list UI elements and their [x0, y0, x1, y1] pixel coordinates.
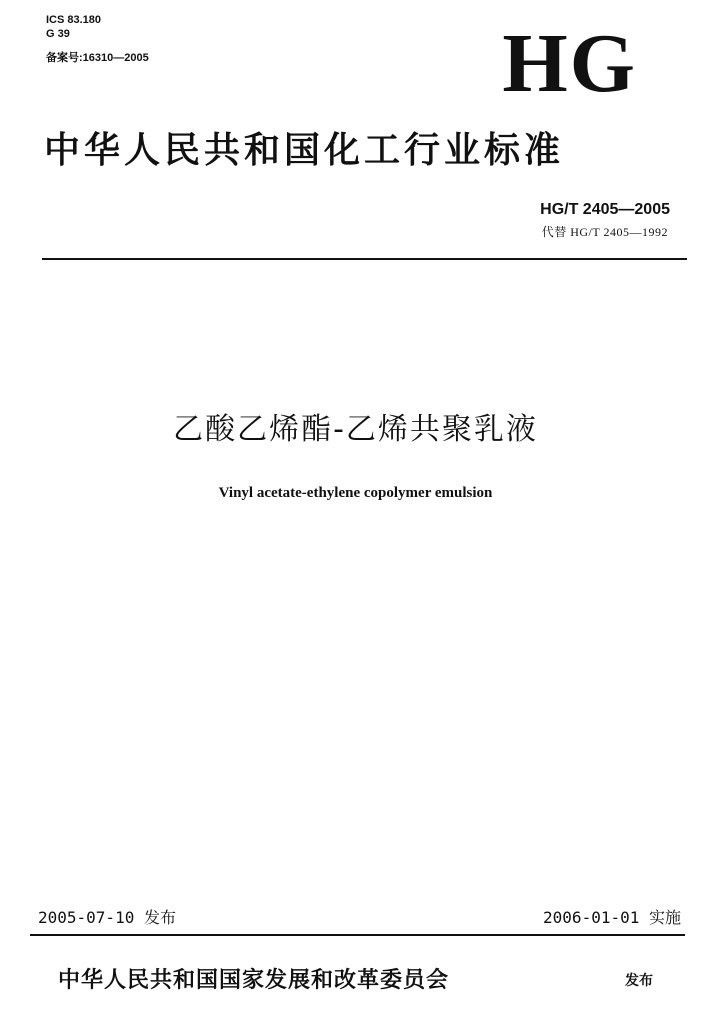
document-title-chinese: 乙酸乙烯酯-乙烯共聚乳液: [173, 412, 538, 447]
footer-divider: [30, 934, 685, 936]
hg-logo: HG: [502, 17, 637, 110]
issuer-action-label: 发布: [625, 973, 653, 989]
standard-type-title: 中华人民共和国化工行业标准: [44, 129, 565, 171]
filing-number: 备案号:16310—2005: [46, 52, 149, 64]
issue-date: 2005-07-10 发布: [38, 908, 176, 927]
replaces-standard: 代替 HG/T 2405—1992: [541, 225, 668, 239]
standard-number: HG/T 2405—2005: [540, 201, 670, 218]
document-title-english: Vinyl acetate-ethylene copolymer emulsion: [218, 485, 493, 501]
header-divider: [42, 258, 687, 260]
ccs-code: G 39: [46, 28, 70, 40]
ics-code: ICS 83.180: [46, 14, 102, 26]
implementation-date: 2006-01-01 实施: [543, 908, 681, 927]
issuing-authority: 中华人民共和国国家发展和改革委员会: [58, 967, 450, 993]
